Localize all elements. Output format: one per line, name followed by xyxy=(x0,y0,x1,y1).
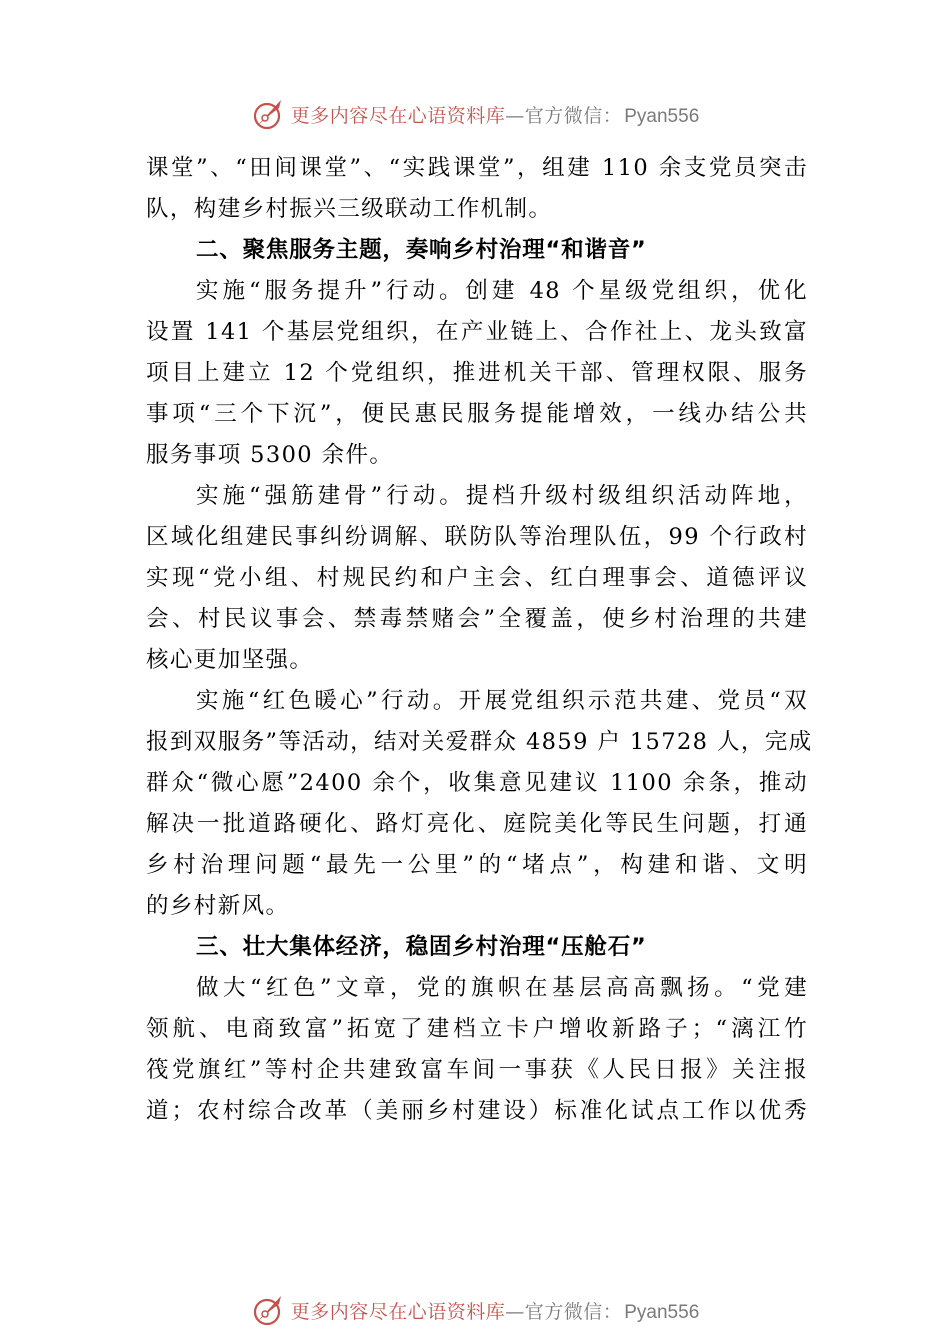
text-line: 报到双服务”等活动，结对关爱群众 4859 户 15728 人，完成 xyxy=(146,729,813,755)
watermark-text xyxy=(291,101,700,128)
watermark-text xyxy=(291,1297,700,1324)
text-line: 道；农村综合改革（美丽乡村建设）标准化试点工作以优秀 xyxy=(146,1098,808,1124)
paragraph xyxy=(146,968,808,1132)
paragraph xyxy=(146,681,813,927)
text-line: 领航、电商致富”拓宽了建档立卡户增收新路子；“漓江竹 xyxy=(146,1016,808,1042)
text-line: 服务事项 5300 余件。 xyxy=(146,442,394,468)
text-line: 核心更加坚强。 xyxy=(146,647,314,673)
text-line: 做大“红色”文章，党的旗帜在基层高高飘扬。“党建 xyxy=(196,975,808,1001)
watermark-id: Pyan556 xyxy=(624,105,700,127)
text-line: 实施“强筋建骨”行动。提档升级村级组织活动阵地， xyxy=(196,483,808,509)
text-line: 的乡村新风。 xyxy=(146,893,290,919)
document-body xyxy=(146,148,813,1132)
text-line: 实现“党小组、村规民约和户主会、红白理事会、道德评议 xyxy=(146,565,808,591)
text-line: 课堂”、“田间课堂”、“实践课堂”，组建 110 余支党员突击 xyxy=(146,155,808,181)
watermark-separator: — xyxy=(505,1300,525,1323)
paragraph xyxy=(146,148,808,230)
text-line: 项目上建立 12 个党组织，推进机关干部、管理权限、服务 xyxy=(146,360,808,386)
quill-logo-icon xyxy=(251,1292,287,1328)
text-line: 队，构建乡村振兴三级联动工作机制。 xyxy=(146,196,553,222)
text-line: 实施“红色暖心”行动。开展党组织示范共建、党员“双 xyxy=(196,688,808,714)
section-heading: 二、聚焦服务主题，奏响乡村治理“和谐音” xyxy=(196,237,647,263)
watermark-text-gray: 官方微信： xyxy=(524,104,623,127)
text-line: 解决一批道路硬化、路灯亮化、庭院美化等民生问题，打通 xyxy=(146,811,808,837)
paragraph xyxy=(146,271,808,476)
quill-logo-icon xyxy=(251,96,287,132)
section-heading: 三、壮大集体经济，稳固乡村治理“压舱石” xyxy=(196,934,647,960)
text-line: 区域化组建民事纠纷调解、联防队等治理队伍，99 个行政村 xyxy=(146,524,808,550)
watermark-footer xyxy=(0,1290,950,1330)
text-line: 群众“微心愿”2400 余个，收集意见建议 1100 余条，推动 xyxy=(146,770,808,796)
watermark-text-red: 更多内容尽在心语资料库 xyxy=(290,104,506,127)
watermark-text-red: 更多内容尽在心语资料库 xyxy=(290,1300,506,1323)
text-line: 会、村民议事会、禁毒禁赌会”全覆盖，使乡村治理的共建 xyxy=(146,606,808,632)
text-line: 事项“三个下沉”，便民惠民服务提能增效，一线办结公共 xyxy=(146,401,808,427)
text-line: 实施“服务提升”行动。创建 48 个星级党组织，优化 xyxy=(196,278,808,304)
text-line: 筏党旗红”等村企共建致富车间一事获《人民日报》关注报 xyxy=(146,1057,808,1083)
watermark-separator: — xyxy=(505,104,525,127)
paragraph xyxy=(146,476,808,681)
text-line: 乡村治理问题“最先一公里”的“堵点”，构建和谐、文明 xyxy=(146,852,808,878)
watermark-id: Pyan556 xyxy=(624,1301,700,1323)
text-line: 设置 141 个基层党组织，在产业链上、合作社上、龙头致富 xyxy=(146,319,808,345)
watermark-header xyxy=(0,94,950,134)
watermark-text-gray: 官方微信： xyxy=(524,1300,623,1323)
